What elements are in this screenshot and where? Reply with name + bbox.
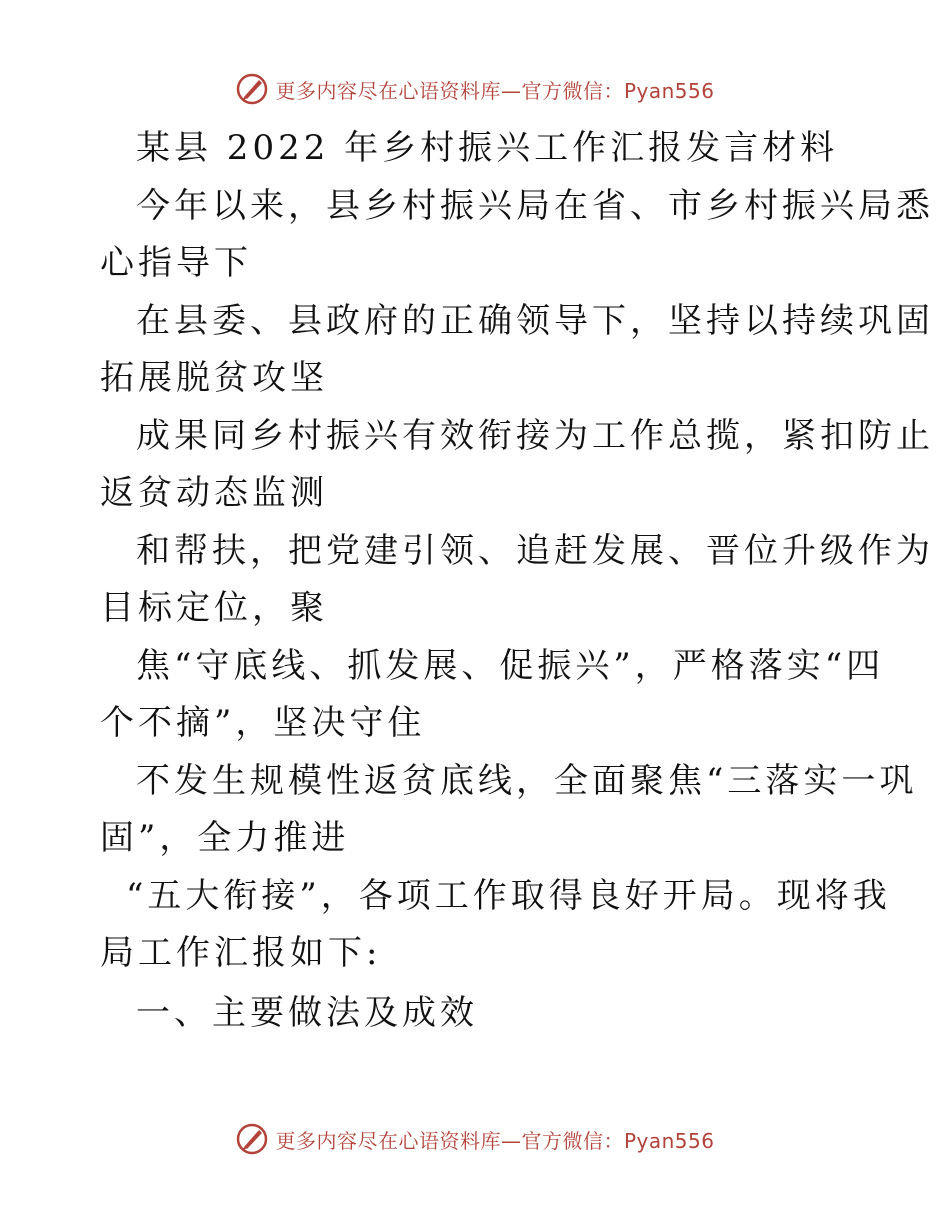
footer-banner: [0, 1122, 950, 1156]
paragraph-line: 在县委、县政府的正确领导下，坚持以持续巩固: [136, 300, 934, 341]
quill-seal-icon: [235, 72, 269, 106]
paragraph-line: 焦“守底线、抓发展、促振兴”，严格落实“四: [136, 645, 885, 686]
paragraph-line: 今年以来，县乡村振兴局在省、市乡村振兴局悉: [136, 185, 934, 226]
paragraph-line: 拓展脱贫攻坚: [100, 358, 328, 398]
banner-text: 更多内容尽在心语资料库—官方微信：Pyan556: [275, 78, 715, 103]
paragraph-line: 返贫动态监测: [100, 473, 328, 513]
paragraph-line: 局工作汇报如下:: [100, 933, 382, 973]
header-banner: [0, 72, 950, 106]
paragraph-line: “五大衔接”，各项工作取得良好开局。现将我: [126, 875, 891, 916]
banner-text: 更多内容尽在心语资料库—官方微信：Pyan556: [275, 1128, 715, 1153]
paragraph-line: 个不摘”，坚决守住: [100, 703, 426, 743]
paragraph-line: 固”，全力推进: [100, 818, 350, 858]
paragraph-line: 和帮扶，把党建引领、追赶发展、晋位升级作为: [136, 530, 934, 571]
paragraph-line: 心指导下: [100, 243, 252, 283]
document-body: [100, 120, 934, 1042]
paragraph-line: 成果同乡村振兴有效衔接为工作总揽，紧扣防止: [136, 415, 934, 456]
quill-seal-icon: [235, 1122, 269, 1156]
paragraph-line: 目标定位，聚: [100, 588, 328, 628]
paragraph-line: 不发生规模性返贫底线，全面聚焦“三落实一巩: [136, 760, 918, 801]
document-title: 某县 2022 年乡村振兴工作汇报发言材料: [136, 128, 839, 168]
section-heading: 一、主要做法及成效: [136, 992, 478, 1033]
